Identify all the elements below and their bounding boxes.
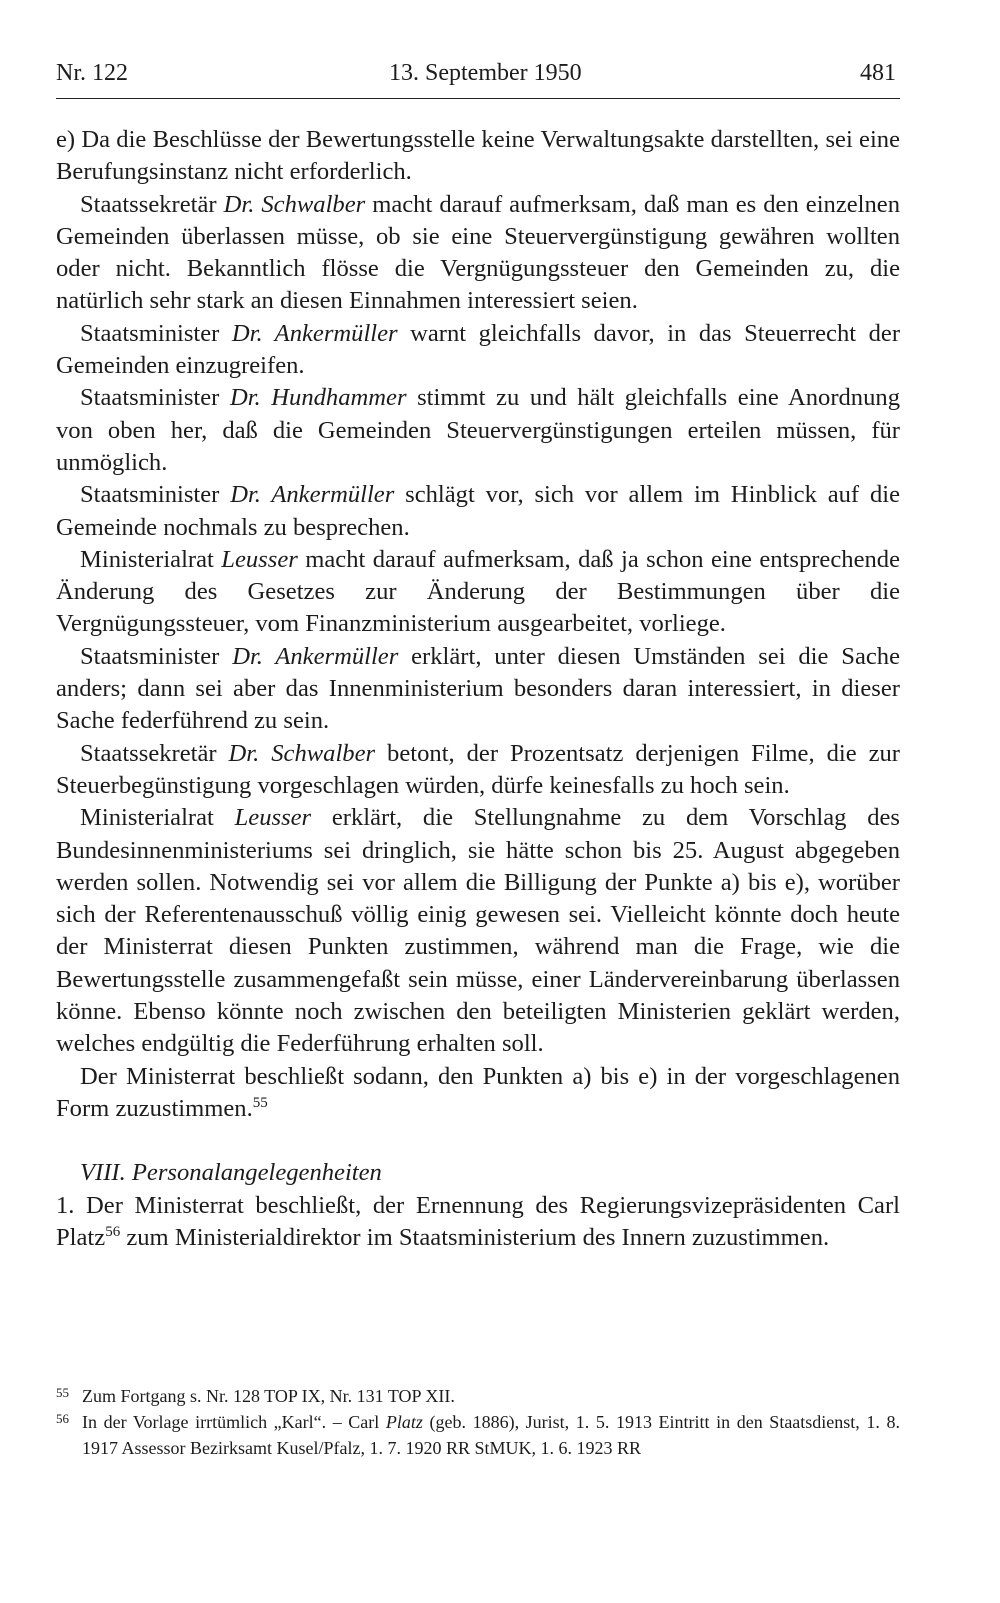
footnote	[56, 1383, 900, 1409]
text-segment: Staatssekretär	[80, 190, 224, 218]
person-name: Dr. Ankermüller	[230, 481, 395, 509]
paragraph	[56, 802, 900, 1060]
text-segment: macht darauf aufmerksam, daß ja schon eine entsprechende Änderung des Gesetzes zur Änderung der Bestimmungen über die Vergnügungssteuer, vom Finanzministerium ausgearbeitet, vorliege.	[56, 545, 900, 638]
text-segment: 1. Der Ministerrat beschließt, der Ernennung des Regierungsvizepräsidenten Carl Platz	[56, 1191, 900, 1251]
person-name: Dr. Ankermüller	[232, 642, 399, 670]
footnote	[56, 1409, 900, 1461]
text-segment: zum Ministerialdirektor im Staatsministerium des Innern zuzustimmen.	[120, 1223, 830, 1251]
text-segment: e) Da die Beschlüsse der Bewertungsstelle keine Verwaltungsakte darstellten, sei eine Berufungsinstanz nicht erforderlich.	[56, 126, 900, 186]
text-segment: Staatsminister	[80, 384, 230, 412]
section-paragraph-list	[56, 1190, 900, 1255]
paragraph	[56, 738, 900, 803]
paragraph	[56, 318, 900, 383]
person-name: Dr. Schwalber	[228, 739, 376, 767]
text-segment: Ministerialrat	[80, 804, 235, 832]
text-segment: In der Vorlage irrtümlich „Karl“. – Carl	[82, 1412, 386, 1432]
paragraph-list	[56, 124, 900, 1125]
main-text	[56, 124, 900, 1254]
paragraph	[56, 641, 900, 738]
text-segment: Der Ministerrat beschließt sodann, den Punkten a) bis e) in der vorgeschlagenen Form zuzustimmen.	[56, 1062, 900, 1122]
text-segment: macht darauf aufmerksam, daß man es den einzelnen Gemeinden überlassen müsse, ob sie eine Steuervergünstigung gewähren wollten oder nicht. Bekanntlich flösse die Vergnügungssteuer den Gemeinden zu, die natürlich sehr stark an diesen Einnahmen interessiert seien.	[56, 190, 900, 315]
person-name: Leusser	[234, 804, 312, 832]
footnotes	[56, 1383, 900, 1461]
document-number: Nr. 122	[56, 60, 128, 86]
text-segment: (geb. 1886), Jurist, 1. 5. 1913 Eintritt in den Staatsdienst, 1. 8. 1917 Assessor Bezirksamt Kusel/Pfalz, 1. 7. 1920 RR StMUK, 1. 6. 1923 RR	[82, 1412, 900, 1458]
paragraph	[56, 544, 900, 641]
person-name: Leusser	[221, 545, 298, 573]
person-name: Dr. Hundhammer	[229, 384, 407, 412]
paragraph	[56, 1190, 900, 1255]
footnote-number: 55	[56, 1385, 69, 1400]
paragraph	[56, 124, 900, 189]
text-segment: Staatssekretär	[80, 739, 229, 767]
paragraph	[56, 1061, 900, 1126]
footnote-reference: 56	[105, 1223, 121, 1240]
page-header	[56, 58, 900, 99]
page-number: 481	[860, 60, 896, 86]
person-name: Dr. Ankermüller	[231, 319, 398, 347]
text-segment: erklärt, die Stellungnahme zu dem Vorschlag des Bundesinnenministeriums sei dringlich, sie hätte schon bis 25. August abgegeben werden sollen. Notwendig sei vor allem die Billigung der Punkte a) bis e), worüber sich der Referentenausschuß völlig einig gewesen sei. Vielleicht könnte doch heute der Ministerrat diesen Punkten zustimmen, während man die Frage, wie die Bewertungsstelle zusammengefaßt sein müsse, einer Ländervereinbarung überlassen könne. Ebenso könnte noch zwischen den beteiligten Ministerien geklärt werden, welches endgültig die Federführung erhalten soll.	[56, 804, 901, 1058]
text-segment: warnt gleichfalls davor, in das Steuerrecht der Gemeinden einzugreifen.	[56, 319, 901, 380]
paragraph	[56, 479, 900, 544]
document-date: 13. September 1950	[389, 60, 582, 86]
section-heading: VIII. Personalangelegenheiten	[80, 1159, 382, 1187]
text-segment: Zum Fortgang s. Nr. 128 TOP IX, Nr. 131 TOP XII.	[82, 1386, 455, 1406]
paragraph	[56, 382, 900, 479]
text-segment: Staatsminister	[80, 319, 232, 347]
text-segment: stimmt zu und hält gleichfalls eine Anordnung von oben her, daß die Gemeinden Steuervergünstigungen erteilen müssen, für unmöglich.	[56, 384, 900, 476]
text-segment: Ministerialrat	[80, 545, 222, 573]
text-segment: schlägt vor, sich vor allem im Hinblick auf die Gemeinde nochmals zu besprechen.	[56, 481, 901, 541]
person-name: Platz	[385, 1412, 423, 1432]
footnote-reference: 55	[252, 1094, 268, 1111]
paragraph	[56, 189, 900, 318]
text-segment: Staatsminister	[80, 481, 231, 509]
footnote-number: 56	[56, 1411, 69, 1426]
person-name: Dr. Schwalber	[223, 190, 366, 218]
text-segment: Staatsminister	[80, 642, 233, 670]
text-segment: erklärt, unter diesen Umständen sei die Sache anders; dann sei aber das Innenministerium besonders daran interessiert, in dieser Sache federführend zu sein.	[56, 642, 900, 735]
text-segment: betont, der Prozentsatz derjenigen Filme, die zur Steuerbegünstigung vorgeschlagen würden, dürfe keinesfalls zu hoch sein.	[56, 739, 900, 799]
